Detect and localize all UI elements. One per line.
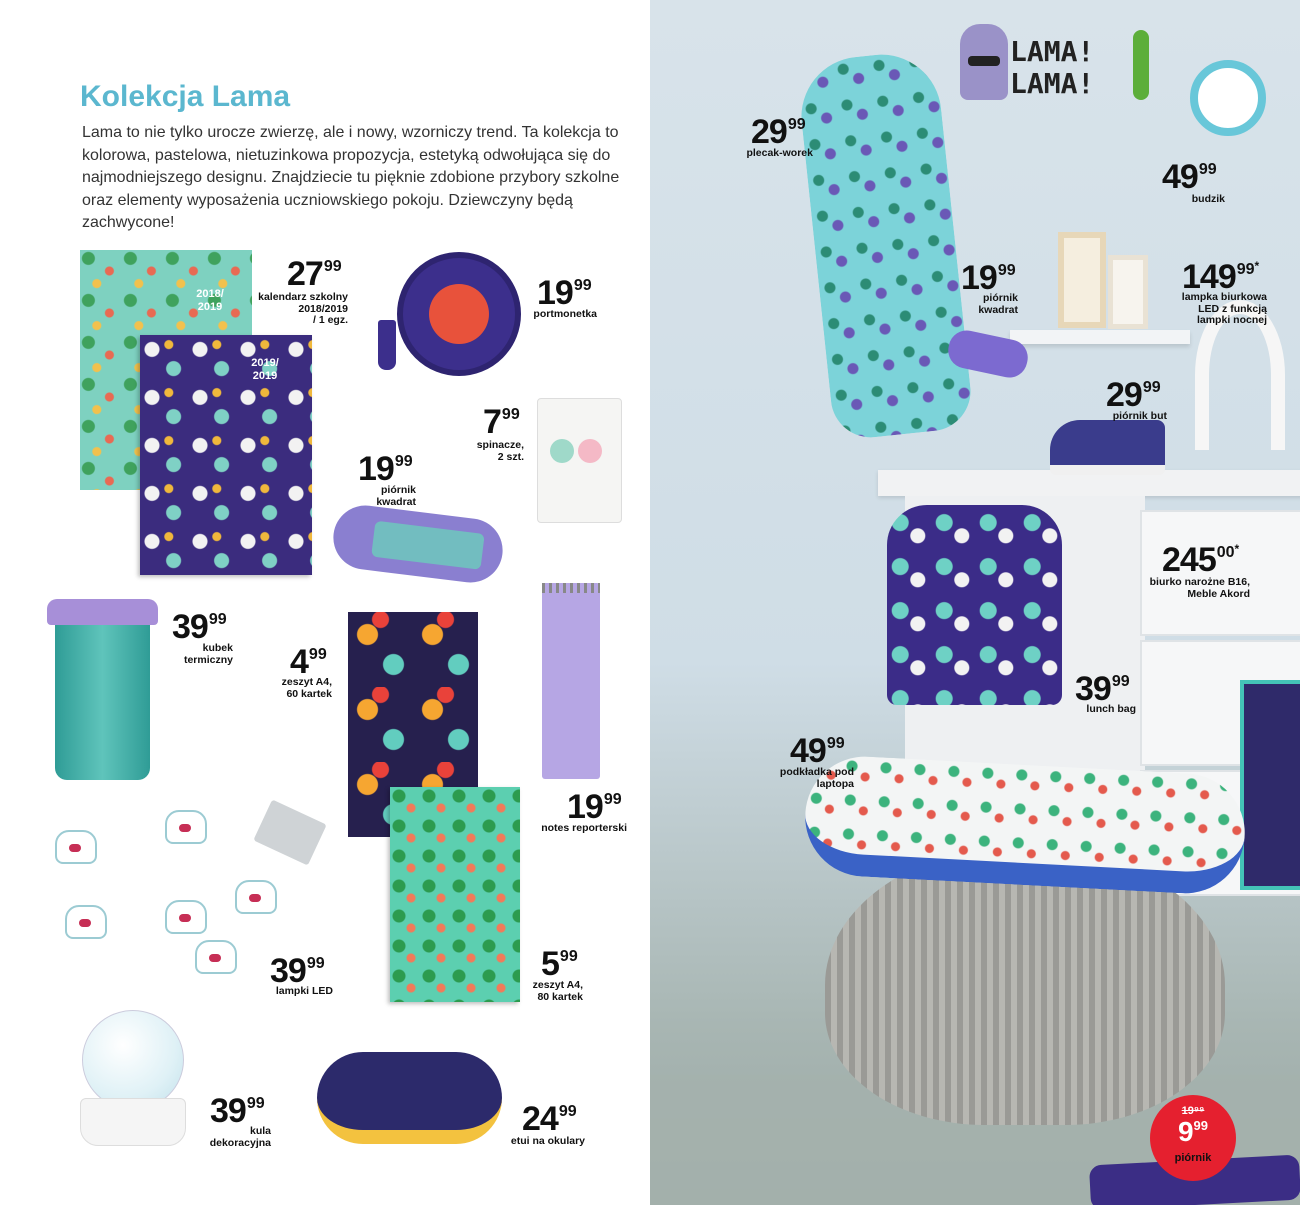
clip-mint [550,439,574,463]
snow-globe-image [82,1010,184,1110]
desc-calendar: kalendarz szkolny 2018/2019 / 1 egz. [258,291,348,326]
lunch-bag-image [887,505,1062,705]
price-glasses-case: 2499 [522,1100,577,1138]
price-clips: 799 [483,403,520,441]
desc-pencil-case-photo: piórnik kwadrat [978,292,1018,316]
price-notebook-60: 499 [290,643,327,681]
desc-purse: portmonetka [533,308,597,320]
glasses-case-image [317,1052,502,1144]
price-pencil-case-photo: 1999 [961,259,1016,297]
logo-text: LAMA! LAMA! [1010,35,1095,100]
notebook-photo [1240,680,1300,890]
lama-logo [958,22,1158,112]
desc-desk: biurko narożne B16, Meble Akord [1149,576,1250,600]
laptop-tray-image [802,754,1248,897]
battery-box [253,799,326,865]
promo-label: piórnik [1174,1152,1212,1164]
led-llama [195,940,237,974]
notebook-80-image [390,787,520,1002]
led-llama [55,830,97,864]
alarm-clock-image [1190,60,1266,136]
desc-alarm-clock: budzik [1191,193,1225,205]
clip-pink [578,439,602,463]
calendar-2019-image [140,335,312,575]
promo-badge [1150,1095,1236,1181]
desc-glasses-case: etui na okulary [510,1135,585,1147]
price-desk-lamp: 14999* [1182,258,1260,296]
desc-laptop-tray: podkładka pod laptopa [779,766,854,790]
desc-mug: kubek termiczny [183,642,233,666]
desc-desk-lamp: lampka biurkowa LED z funkcją lampki nocnej [1181,291,1267,326]
snow-globe-base [80,1098,186,1146]
photo-frame [1108,255,1148,329]
price-purse: 1999 [537,274,592,312]
led-llama [235,880,277,914]
price-led: 3999 [270,952,325,990]
reporter-notepad-image [542,583,600,779]
price-snow-globe: 3999 [210,1092,265,1130]
paper-clips-image [537,398,622,523]
price-drawstring-bag: 2999 [751,113,806,151]
desc-notebook-60: zeszyt A4, 60 kartek [281,676,332,700]
section-intro: Lama to nie tylko urocze zwierzę, ale i nowy, wzorniczy trend. Ta kolekcja to kolorowa, pastelowa, nietuzinkowa propozycja, estetyką odwołująca się do najmodniejszego designu. Znajdziecie tu pięknie zdobione przybory szkolne oraz elementy wyposażenia uczniowskiego pokoju. Dziewczyny będą zachwycone! [82,124,620,231]
price-lunch-bag: 3999 [1075,670,1130,708]
price-alarm-clock: 4999 [1162,158,1217,196]
thermal-mug-image [55,605,150,780]
calendar-year-label: 2019/ 2019 [251,357,279,382]
price-reporter: 1999 [567,788,622,826]
price-calendar: 2799 [287,255,342,293]
photo-frame [1058,232,1106,328]
desc-lunch-bag: lunch bag [1086,703,1136,715]
desc-pencil-case: piórnik kwadrat [376,484,416,508]
price-notebook-80: 599 [541,945,578,983]
purse-tassel-image [378,320,396,370]
price-desk: 24500* [1162,541,1240,579]
calendar-year-label: 2018/ 2019 [196,288,224,313]
llama-logo-icon [960,24,1008,100]
price-mug: 3999 [172,608,227,646]
price-laptop-tray: 4999 [790,732,845,770]
price-pencil-case: 1999 [358,450,413,488]
desc-led: lampki LED [275,985,333,997]
desc-drawstring-bag: plecak-worek [746,147,813,159]
promo-old-price: 19⁹⁹ [1181,1105,1205,1117]
wall-shelf [1010,330,1190,344]
led-llama [65,905,107,939]
desc-clips: spinacze, 2 szt. [476,439,524,463]
cactus-icon [1133,30,1149,100]
shoe-pencil-case-image [1050,420,1165,475]
led-llama [165,900,207,934]
led-llama [165,810,207,844]
price-shoe-pencil-case: 2999 [1106,376,1161,414]
purse-image [397,252,521,376]
desc-reporter: notes reporterski [541,822,627,834]
promo-new-price: $9^{99}$ [1177,1116,1209,1147]
desc-notebook-80: zeszyt A4, 80 kartek [532,979,583,1003]
desc-shoe-pencil-case: piórnik but [1112,410,1167,422]
desc-snow-globe: kula dekoracyjna [209,1125,271,1149]
pencil-case-square-image [330,502,507,586]
section-title: Kolekcja Lama [80,80,291,113]
